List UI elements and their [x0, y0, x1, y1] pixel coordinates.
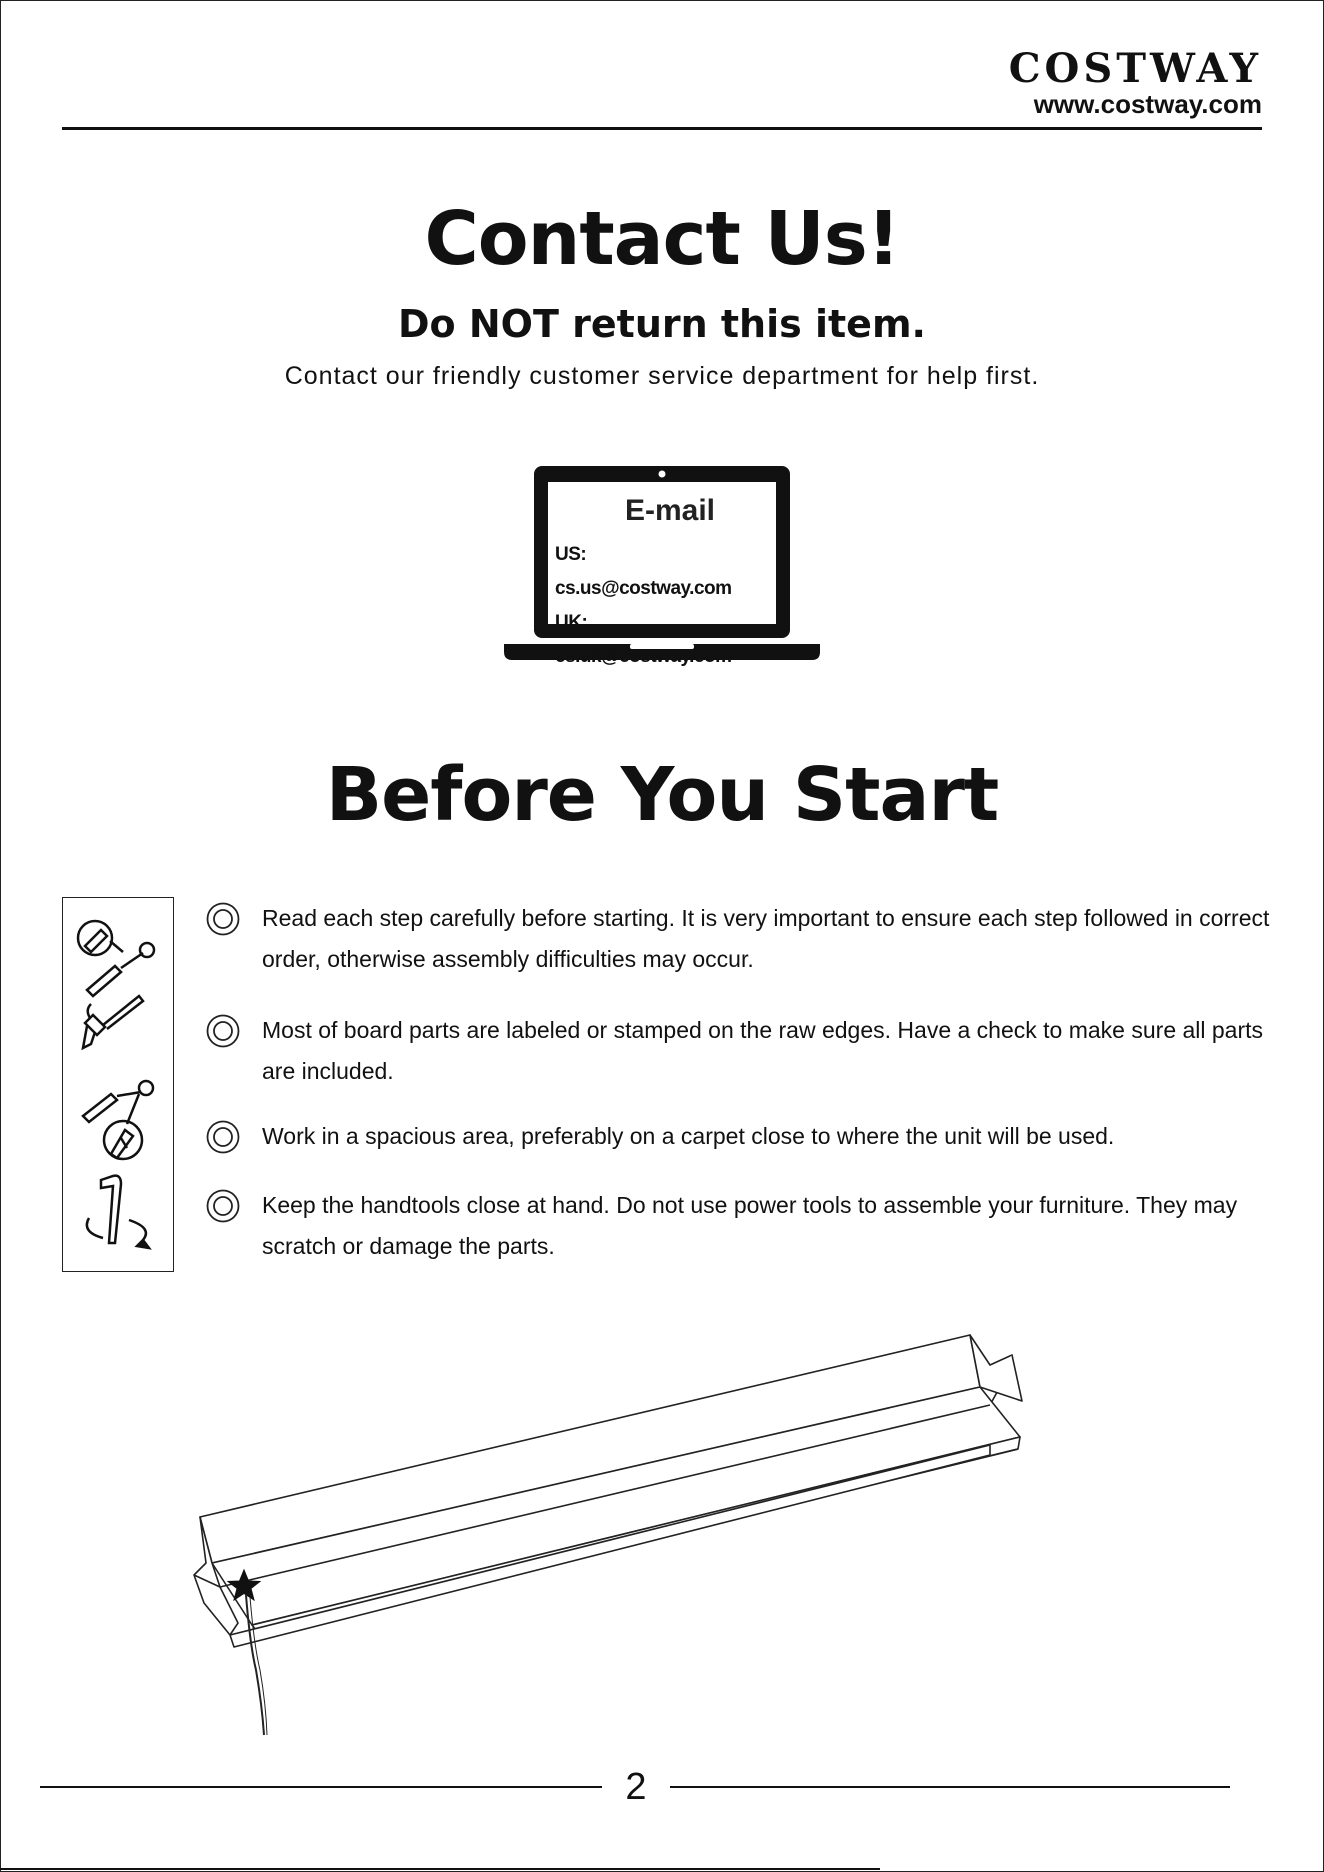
list-item	[206, 1010, 1276, 1092]
bullseye-bullet-icon	[206, 902, 240, 936]
tip-text: Most of board parts are labeled or stamped on the raw edges. Have a check to make sure all parts are included.	[262, 1017, 1264, 1084]
bullseye-bullet-icon	[206, 1014, 240, 1048]
page-number: 2	[625, 1766, 647, 1808]
return-warning: Do NOT return this item.	[398, 302, 926, 346]
tips-list	[206, 898, 1276, 1267]
email-us[interactable]: US: cs.us@costway.com	[555, 544, 732, 599]
page-bottom-rule	[0, 1868, 880, 1870]
brand-url[interactable]: www.costway.com	[1033, 89, 1262, 119]
email-screen	[555, 494, 765, 674]
email-title: E-mail	[624, 494, 716, 527]
hammer-icon	[83, 996, 143, 1048]
phillips-screwdriver-icon	[83, 1081, 153, 1159]
header-rule	[62, 127, 1262, 130]
list-item	[206, 1185, 1276, 1267]
tools-panel	[62, 897, 174, 1272]
brand-header	[1008, 45, 1262, 119]
tip-text: Read each step carefully before starting. It is very important to ensure each step followed in correct order, otherwise assembly difficulties may occur.	[262, 905, 1270, 972]
tip-text: Keep the handtools close at hand. Do not use power tools to assemble your furniture. They may scratch or damage the parts.	[262, 1192, 1238, 1259]
open-carton-illustration	[190, 1325, 1030, 1745]
contact-title: Contact Us!	[424, 196, 900, 282]
list-item	[206, 1116, 1276, 1157]
email-uk[interactable]: UK: cs.uk@costway.com	[555, 612, 732, 667]
contact-message: Contact our friendly customer service department for help first.	[284, 362, 1040, 390]
bullseye-bullet-icon	[206, 1120, 240, 1154]
flat-screwdriver-icon	[78, 921, 154, 996]
bullseye-bullet-icon	[206, 1189, 240, 1223]
footer-rule-left	[40, 1786, 602, 1788]
list-item	[206, 898, 1276, 980]
brand-logo: COSTWAY	[1008, 45, 1262, 92]
before-you-start-title: Before You Start	[325, 752, 999, 838]
footer-rule-right	[670, 1786, 1230, 1788]
allen-key-icon	[87, 1176, 149, 1248]
tip-text: Work in a spacious area, preferably on a carpet close to where the unit will be used.	[262, 1123, 1115, 1149]
